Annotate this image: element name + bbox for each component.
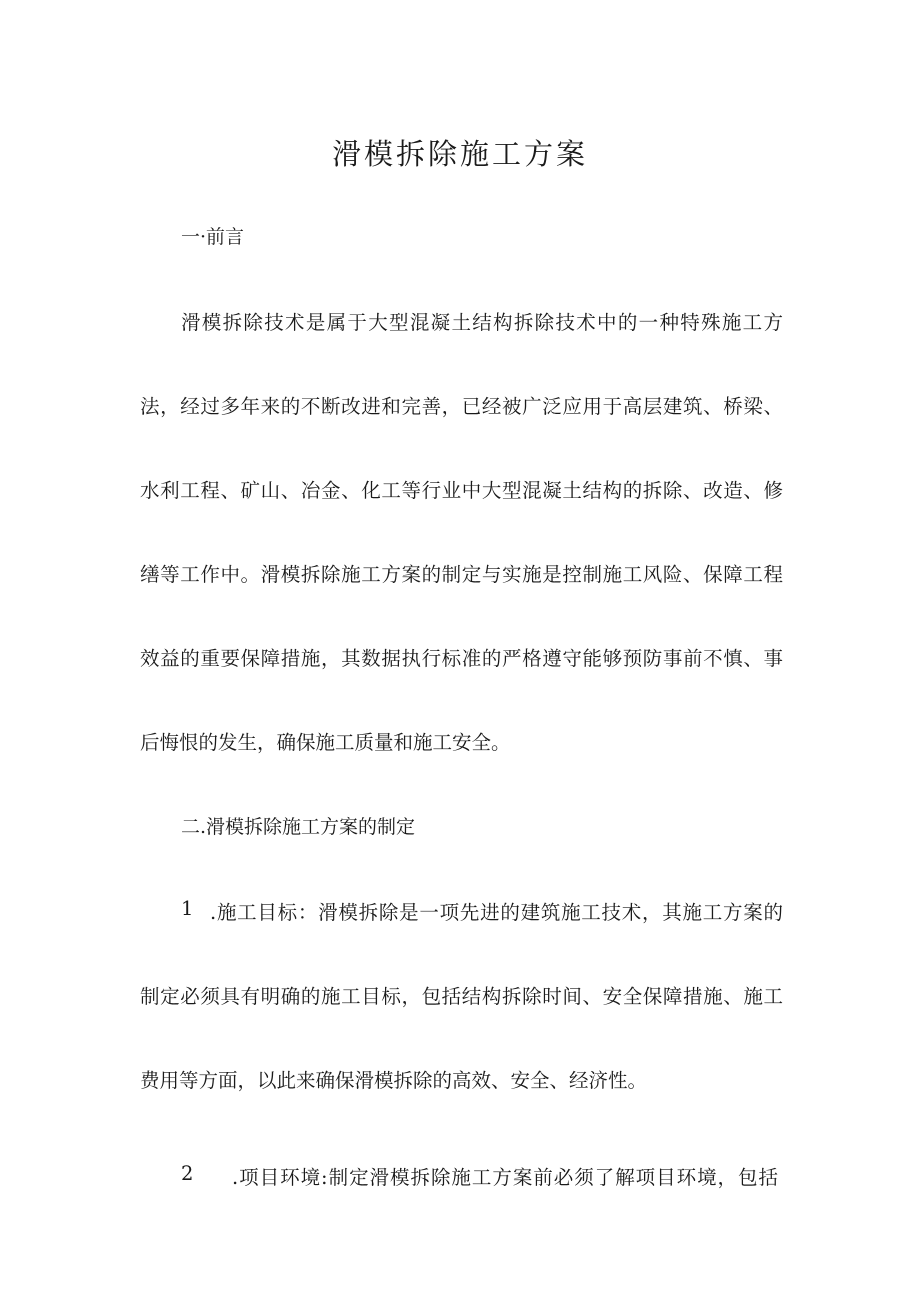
document-title: 滑模拆除施工方案 bbox=[331, 137, 588, 171]
list-item-text: .施工目标：滑模拆除是一项先进的建筑施工技术，其施工方案的 bbox=[210, 901, 783, 924]
section-heading-plan: 二.滑模拆除施工方案的制定 bbox=[181, 816, 416, 838]
paragraph-line: 费用等方面，以此来确保滑模拆除的高效、安全、经济性。 bbox=[140, 1069, 648, 1092]
paragraph-line: 缮等工作中。滑模拆除施工方案的制定与实施是控制施工风险、保障工程 bbox=[140, 563, 783, 586]
list-item-text: .项目环境:制定滑模拆除施工方案前必须了解项目环境，包括 bbox=[232, 1166, 778, 1189]
paragraph-line: 制定必须具有明确的施工目标，包括结构拆除时间、安全保障措施、施工 bbox=[140, 985, 783, 1008]
paragraph-line: 法，经过多年来的不断改进和完善，已经被广泛应用于高层建筑、桥梁、 bbox=[140, 395, 783, 418]
paragraph-line: 后悔恨的发生，确保施工质量和施工安全。 bbox=[140, 731, 511, 754]
section-heading-preface: 一·前言 bbox=[181, 226, 245, 248]
list-item-number: 1 bbox=[181, 897, 194, 920]
paragraph-line: 水利工程、矿山、冶金、化工等行业中大型混凝土结构的拆除、改造、修 bbox=[140, 479, 783, 502]
paragraph-line: 效益的重要保障措施，其数据执行标准的严格遵守能够预防事前不慎、事 bbox=[140, 647, 783, 670]
list-item-number: 2 bbox=[181, 1162, 194, 1185]
paragraph-line: 滑模拆除技术是属于大型混凝土结构拆除技术中的一种特殊施工方 bbox=[181, 311, 783, 334]
